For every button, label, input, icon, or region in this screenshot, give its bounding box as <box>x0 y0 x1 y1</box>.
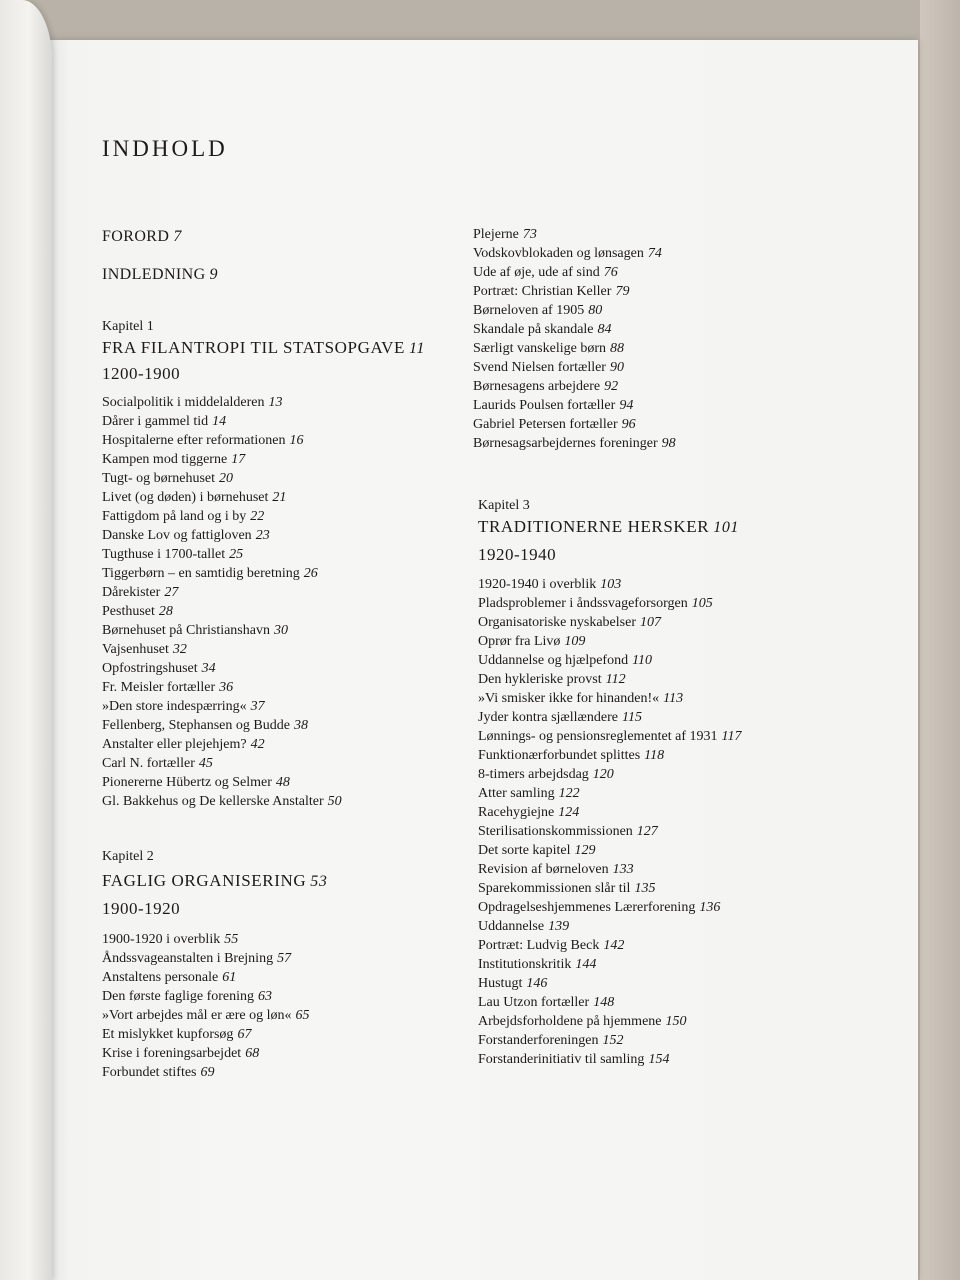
page-number: 25 <box>229 547 244 562</box>
entry-title: Tiggerbørn – en samtidig beretning <box>102 566 300 581</box>
page-number: 37 <box>250 699 265 714</box>
entry-title: Sterilisationskommissionen <box>478 824 633 839</box>
entry-title: Ude af øje, ude af sind <box>473 265 600 280</box>
toc-entry <box>478 765 741 784</box>
chapter-title-text: FRA FILANTROPI TIL STATSOPGAVE <box>102 338 406 357</box>
page-number: 117 <box>721 729 742 744</box>
page-number: 113 <box>663 691 684 706</box>
page-number: 139 <box>548 919 570 934</box>
entry-title: Revision af børneloven <box>478 862 609 877</box>
entry-title: Lønnings- og pensionsreglementet af 1931 <box>478 729 718 744</box>
entry-title: Tugt- og børnehuset <box>102 471 216 486</box>
entry-title: Børneloven af 1905 <box>473 303 585 318</box>
toc-entry <box>102 564 342 583</box>
page-number: 38 <box>293 718 308 733</box>
entry-title: Forstanderinitiativ til samling <box>478 1052 645 1067</box>
page-number: 118 <box>644 748 665 763</box>
toc-entry <box>102 1006 309 1025</box>
toc-entry <box>473 396 676 415</box>
chapter-2-entries <box>102 930 309 1082</box>
toc-entry <box>478 879 741 898</box>
front-title: FORORD <box>102 228 170 245</box>
toc-entry <box>473 377 676 396</box>
chapter-1-years: 1200-1900 <box>102 364 181 383</box>
toc-entry <box>102 754 342 773</box>
page-number: 98 <box>661 436 676 451</box>
page-number: 73 <box>522 227 537 242</box>
chapter-2-title <box>102 871 327 891</box>
page-number: 61 <box>222 970 237 985</box>
page-number: 94 <box>619 398 634 413</box>
toc-entry <box>102 773 342 792</box>
toc-entry <box>478 746 741 765</box>
entry-title: Institutionskritik <box>478 957 572 972</box>
toc-entry <box>102 545 342 564</box>
toc-entry <box>473 263 676 282</box>
toc-entry <box>473 415 676 434</box>
entry-title: Forstanderforeningen <box>478 1033 599 1048</box>
page-number: 122 <box>558 786 580 801</box>
page-number: 84 <box>597 322 612 337</box>
toc-entry <box>102 602 342 621</box>
page-number: 90 <box>609 360 624 375</box>
entry-title: Skandale på skandale <box>473 322 594 337</box>
toc-entry <box>102 678 342 697</box>
page-number: 53 <box>310 873 328 890</box>
toc-entry <box>102 987 309 1006</box>
toc-entry <box>473 301 676 320</box>
chapter-1-entries <box>102 393 342 811</box>
page-number: 103 <box>600 577 622 592</box>
toc-entry <box>478 860 741 879</box>
toc-entry <box>102 488 342 507</box>
entry-title: Portræt: Christian Keller <box>473 284 612 299</box>
page-number: 150 <box>665 1014 687 1029</box>
toc-entry <box>478 955 741 974</box>
chapter-3-title <box>478 517 739 537</box>
entry-title: 1920-1940 i overblik <box>478 577 597 592</box>
toc-entry <box>473 320 676 339</box>
toc-entry <box>478 1050 741 1069</box>
page-number: 27 <box>164 585 179 600</box>
page-number: 42 <box>250 737 265 752</box>
chapter-title-text: TRADITIONERNE HERSKER <box>478 517 710 536</box>
entry-title: Organisatoriske nyskabelser <box>478 615 636 630</box>
toc-entry <box>473 434 676 453</box>
toc-entry <box>478 936 741 955</box>
toc-entry <box>478 803 741 822</box>
toc-entry <box>478 993 741 1012</box>
toc-entry <box>478 632 741 651</box>
facing-page-edge <box>0 0 52 1280</box>
toc-entry <box>478 651 741 670</box>
page-number: 23 <box>255 528 270 543</box>
entry-title: Livet (og døden) i børnehuset <box>102 490 269 505</box>
toc-entry <box>478 822 741 841</box>
entry-title: 1900-1920 i overblik <box>102 932 221 947</box>
toc-entry <box>473 244 676 263</box>
entry-title: Atter samling <box>478 786 555 801</box>
toc-entry <box>478 594 741 613</box>
entry-title: Pladsproblemer i åndssvageforsorgen <box>478 596 688 611</box>
page-number: 124 <box>558 805 580 820</box>
page-number: 79 <box>615 284 630 299</box>
toc-entry <box>102 1044 309 1063</box>
entry-title: Fattigdom på land og i by <box>102 509 247 524</box>
toc-entry <box>102 792 342 811</box>
page-number: 26 <box>303 566 318 581</box>
entry-title: Hospitalerne efter reformationen <box>102 433 286 448</box>
page-number: 88 <box>610 341 624 356</box>
entry-title: Funktionærforbundet splittes <box>478 748 641 763</box>
entry-title: Racehygiejne <box>478 805 555 820</box>
entry-title: »Vort arbejdes mål er ære og løn« <box>102 1008 292 1023</box>
toc-entry <box>102 431 342 450</box>
page-number: 120 <box>592 767 614 782</box>
page-number: 152 <box>602 1033 624 1048</box>
page-number: 22 <box>250 509 265 524</box>
entry-title: Svend Nielsen fortæller <box>473 360 606 375</box>
chapter-2-years: 1900-1920 <box>102 899 181 918</box>
page-number: 148 <box>593 995 615 1010</box>
page-number: 101 <box>713 519 740 536</box>
page-number: 50 <box>327 794 342 809</box>
toc-entry <box>102 526 342 545</box>
chapter-title-text: FAGLIG ORGANISERING <box>102 871 307 890</box>
page-number: 129 <box>574 843 596 858</box>
toc-entry <box>478 1031 741 1050</box>
entry-title: Gl. Bakkehus og De kellerske Anstalter <box>102 794 324 809</box>
toc-entry <box>478 613 741 632</box>
entry-title: Krise i foreningsarbejdet <box>102 1046 242 1061</box>
page-number: 30 <box>273 623 288 638</box>
entry-title: Arbejdsforholdene på hjemmene <box>478 1014 662 1029</box>
entry-title: Hustugt <box>478 976 523 991</box>
page-number: 105 <box>691 596 713 611</box>
page-number: 34 <box>201 661 216 676</box>
entry-title: »Den store indespærring« <box>102 699 247 714</box>
entry-title: Vodskovblokaden og lønsagen <box>473 246 644 261</box>
page-number: 57 <box>277 951 292 966</box>
toc-entry <box>478 917 741 936</box>
entry-title: Plejerne <box>473 227 519 242</box>
toc-entry <box>478 727 741 746</box>
toc-entry <box>473 282 676 301</box>
toc-entry <box>478 689 741 708</box>
toc-entry <box>102 930 309 949</box>
toc-entry <box>478 898 741 917</box>
toc-entry <box>102 393 342 412</box>
page-number: 11 <box>409 340 426 357</box>
toc-entry <box>102 949 309 968</box>
entry-title: Opdragelseshjemmenes Lærerforening <box>478 900 696 915</box>
entry-title: Pionererne Hübertz og Selmer <box>102 775 272 790</box>
page-number: 9 <box>209 266 218 283</box>
chapter-3-label: Kapitel 3 <box>478 498 530 513</box>
page-number: 115 <box>621 710 642 725</box>
page-title: INDHOLD <box>102 136 228 161</box>
entry-title: Forbundet stiftes <box>102 1065 197 1080</box>
toc-entry <box>473 358 676 377</box>
entry-title: Kampen mod tiggerne <box>102 452 228 467</box>
entry-title: Fellenberg, Stephansen og Budde <box>102 718 290 733</box>
page-number: 96 <box>621 417 636 432</box>
page-number: 63 <box>258 989 272 1004</box>
entry-title: Gabriel Petersen fortæller <box>473 417 618 432</box>
page-number: 127 <box>636 824 658 839</box>
page-number: 144 <box>575 957 597 972</box>
entry-title: Det sorte kapitel <box>478 843 571 858</box>
entry-title: Pesthuset <box>102 604 155 619</box>
entry-title: Oprør fra Livø <box>478 634 561 649</box>
entry-title: Carl N. fortæller <box>102 756 195 771</box>
page-number: 65 <box>295 1008 310 1023</box>
toc-entry <box>478 974 741 993</box>
page-number: 14 <box>212 414 227 429</box>
entry-title: Uddannelse og hjælpefond <box>478 653 629 668</box>
toc-entry <box>102 412 342 431</box>
entry-title: Anstalter eller plejehjem? <box>102 737 247 752</box>
entry-title: Laurids Poulsen fortæller <box>473 398 616 413</box>
toc-entry <box>102 621 342 640</box>
entry-title: Socialpolitik i middelalderen <box>102 395 265 410</box>
page-number: 109 <box>564 634 586 649</box>
page-number: 45 <box>198 756 213 771</box>
toc-entry <box>478 670 741 689</box>
page-number: 74 <box>647 246 662 261</box>
page-number: 17 <box>231 452 246 467</box>
page-number: 136 <box>699 900 721 915</box>
toc-entry <box>102 735 342 754</box>
page-number: 92 <box>604 379 619 394</box>
chapter-3-years: 1920-1940 <box>478 545 557 564</box>
entry-title: Sparekommissionen slår til <box>478 881 631 896</box>
entry-title: Jyder kontra sjællændere <box>478 710 618 725</box>
toc-entry <box>102 659 342 678</box>
page-number: 80 <box>588 303 603 318</box>
toc-entry <box>478 841 741 860</box>
entry-title: Dårekister <box>102 585 161 600</box>
page-number: 21 <box>272 490 287 505</box>
entry-title: Lau Utzon fortæller <box>478 995 590 1010</box>
page-number: 36 <box>219 680 234 695</box>
toc-entry <box>478 708 741 727</box>
page-number: 13 <box>268 395 283 410</box>
toc-entry <box>102 583 342 602</box>
chapter-1-title <box>102 338 425 358</box>
page-number: 107 <box>639 615 661 630</box>
page-number: 76 <box>603 265 618 280</box>
chapter-3-entries <box>478 575 741 1069</box>
chapter-2-entries-continued <box>473 225 676 453</box>
page-number: 48 <box>275 775 290 790</box>
page-number: 135 <box>634 881 656 896</box>
entry-title: Åndssvageanstalten i Brejning <box>102 951 274 966</box>
toc-entry <box>102 450 342 469</box>
entry-title: Fr. Meisler fortæller <box>102 680 216 695</box>
page-number: 67 <box>237 1027 252 1042</box>
toc-entry <box>478 575 741 594</box>
toc-entry <box>102 1025 309 1044</box>
page-number: 154 <box>648 1052 670 1067</box>
table-surface <box>920 0 960 1280</box>
page-number: 32 <box>172 642 187 657</box>
entry-title: Børnesagsarbejdernes foreninger <box>473 436 658 451</box>
toc-entry <box>102 640 342 659</box>
entry-title: 8-timers arbejdsdag <box>478 767 589 782</box>
page-number: 69 <box>200 1065 215 1080</box>
entry-title: Vajsenhuset <box>102 642 169 657</box>
toc-entry <box>473 339 676 358</box>
toc-entry <box>102 507 342 526</box>
toc-entry <box>478 1012 741 1031</box>
toc-entry <box>102 716 342 735</box>
toc-entry <box>102 968 309 987</box>
page-number: 7 <box>173 228 182 245</box>
entry-title: Portræt: Ludvig Beck <box>478 938 600 953</box>
entry-title: Børnesagens arbejdere <box>473 379 601 394</box>
entry-title: Tugthuse i 1700-tallet <box>102 547 226 562</box>
toc-entry <box>102 697 342 716</box>
entry-title: Danske Lov og fattigloven <box>102 528 252 543</box>
entry-title: Særligt vanskelige børn <box>473 341 606 356</box>
chapter-1-label: Kapitel 1 <box>102 319 154 334</box>
page-number: 28 <box>158 604 173 619</box>
toc-entry <box>102 1063 309 1082</box>
chapter-2-label: Kapitel 2 <box>102 849 154 864</box>
toc-entry <box>478 784 741 803</box>
front-title: INDLEDNING <box>102 266 206 283</box>
page-number: 110 <box>632 653 653 668</box>
entry-title: Anstaltens personale <box>102 970 219 985</box>
page-number: 16 <box>289 433 304 448</box>
entry-title: Børnehuset på Christianshavn <box>102 623 270 638</box>
toc-entry <box>473 225 676 244</box>
page-number: 112 <box>605 672 626 687</box>
entry-title: Uddannelse <box>478 919 545 934</box>
toc-front-indledning <box>102 266 218 284</box>
entry-title: »Vi smisker ikke for hinanden!« <box>478 691 660 706</box>
page-number: 133 <box>612 862 634 877</box>
page-number: 55 <box>224 932 239 947</box>
entry-title: Den første faglige forening <box>102 989 254 1004</box>
page-number: 146 <box>526 976 548 991</box>
page-number: 142 <box>603 938 625 953</box>
entry-title: Den hykleriske provst <box>478 672 602 687</box>
toc-entry <box>102 469 342 488</box>
page-number: 68 <box>245 1046 260 1061</box>
entry-title: Et mislykket kupforsøg <box>102 1027 234 1042</box>
entry-title: Opfostringshuset <box>102 661 198 676</box>
page-number: 20 <box>219 471 234 486</box>
toc-front-forord <box>102 228 182 246</box>
entry-title: Dårer i gammel tid <box>102 414 209 429</box>
